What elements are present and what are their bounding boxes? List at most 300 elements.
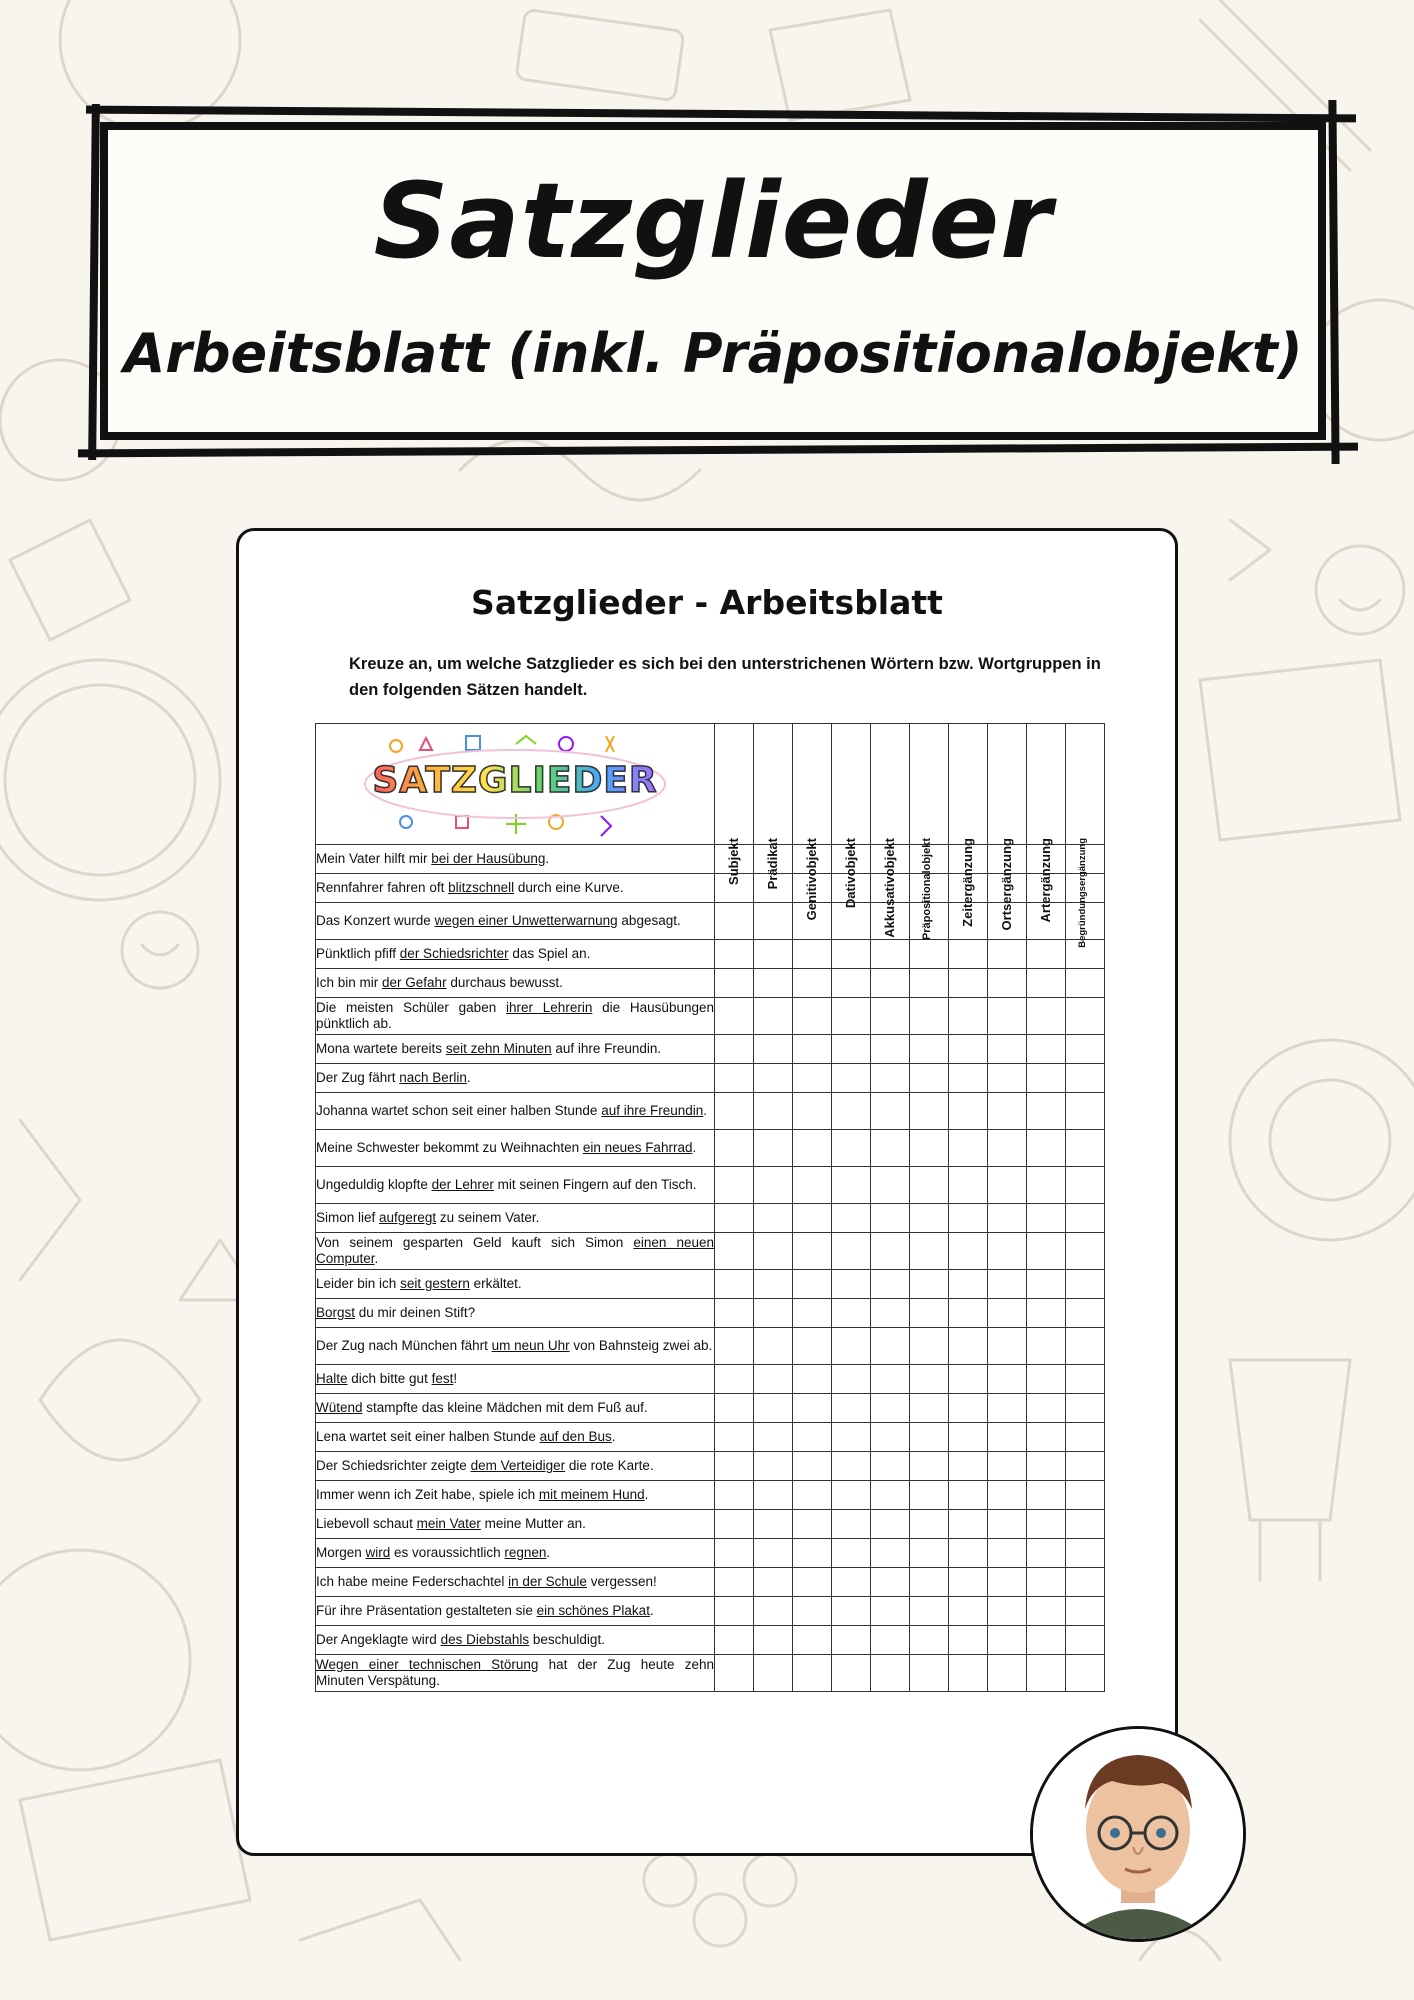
checkbox-cell[interactable]: [910, 1064, 949, 1093]
checkbox-cell[interactable]: [832, 1328, 871, 1365]
checkbox-cell[interactable]: [910, 1394, 949, 1423]
checkbox-cell[interactable]: [715, 1394, 754, 1423]
checkbox-cell[interactable]: [871, 998, 910, 1035]
checkbox-cell[interactable]: [793, 1365, 832, 1394]
table-row: [316, 1299, 1105, 1328]
column-header-subjekt: Subjekt: [715, 724, 754, 845]
checkbox-cell[interactable]: [871, 1328, 910, 1365]
checkbox-cell[interactable]: [1027, 1452, 1066, 1481]
checkbox-cell[interactable]: [793, 1093, 832, 1130]
checkbox-cell[interactable]: [988, 1233, 1027, 1270]
checkbox-cell[interactable]: [754, 1510, 793, 1539]
checkbox-cell[interactable]: [871, 1481, 910, 1510]
checkbox-cell[interactable]: [715, 1328, 754, 1365]
checkbox-cell[interactable]: [1027, 940, 1066, 969]
underlined-phrase: bei der Hausübung: [431, 851, 546, 866]
checkbox-cell[interactable]: [988, 1626, 1027, 1655]
checkbox-cell[interactable]: [832, 1655, 871, 1692]
checkbox-cell[interactable]: [793, 1270, 832, 1299]
checkbox-cell[interactable]: [910, 1568, 949, 1597]
checkbox-cell[interactable]: [1066, 1539, 1105, 1568]
checkbox-cell[interactable]: [715, 998, 754, 1035]
sentence-text: Johanna wartet schon seit einer halben Stunde: [316, 1103, 602, 1118]
sentence-text: Rennfahrer fahren oft: [316, 880, 449, 895]
checkbox-cell[interactable]: [871, 1233, 910, 1270]
table-row: [316, 1130, 1105, 1167]
underlined-phrase: mit meinem Hund: [538, 1487, 645, 1502]
checkbox-cell[interactable]: [1066, 1394, 1105, 1423]
checkbox-cell[interactable]: [949, 1167, 988, 1204]
checkbox-cell[interactable]: [832, 1270, 871, 1299]
checkbox-cell[interactable]: [754, 969, 793, 998]
checkbox-cell[interactable]: [793, 1130, 832, 1167]
checkbox-cell[interactable]: [1066, 998, 1105, 1035]
checkbox-cell[interactable]: [1027, 1328, 1066, 1365]
checkbox-cell[interactable]: [715, 1423, 754, 1452]
checkbox-cell[interactable]: [1027, 1365, 1066, 1394]
checkbox-cell[interactable]: [793, 1452, 832, 1481]
checkbox-cell[interactable]: [988, 1093, 1027, 1130]
checkbox-cell[interactable]: [1027, 1204, 1066, 1233]
checkbox-cell[interactable]: [715, 1233, 754, 1270]
checkbox-cell[interactable]: [949, 1452, 988, 1481]
sentence-text: .: [611, 1429, 616, 1444]
checkbox-cell[interactable]: [715, 1270, 754, 1299]
underlined-phrase: der Lehrer: [431, 1177, 494, 1192]
checkbox-cell[interactable]: [910, 1597, 949, 1626]
checkbox-cell[interactable]: [949, 1130, 988, 1167]
checkbox-cell[interactable]: [949, 1539, 988, 1568]
checkbox-cell[interactable]: [793, 1233, 832, 1270]
sentence-cell: [316, 1035, 715, 1064]
checkbox-cell[interactable]: [910, 1035, 949, 1064]
checkbox-cell[interactable]: [949, 1064, 988, 1093]
checkbox-cell[interactable]: [988, 1452, 1027, 1481]
checkbox-cell[interactable]: [1066, 1035, 1105, 1064]
checkbox-cell[interactable]: [793, 1204, 832, 1233]
checkbox-cell[interactable]: [754, 1452, 793, 1481]
checkbox-cell[interactable]: [715, 1626, 754, 1655]
checkbox-cell[interactable]: [910, 1365, 949, 1394]
checkbox-cell[interactable]: [793, 1626, 832, 1655]
table-row: [316, 1481, 1105, 1510]
table-row: [316, 1167, 1105, 1204]
checkbox-cell[interactable]: [715, 1452, 754, 1481]
checkbox-cell[interactable]: [715, 1167, 754, 1204]
checkbox-cell[interactable]: [715, 1568, 754, 1597]
table-row: [316, 1365, 1105, 1394]
sentence-text: es voraussichtlich: [390, 1545, 505, 1560]
checkbox-cell[interactable]: [832, 1299, 871, 1328]
checkbox-cell[interactable]: [1066, 1064, 1105, 1093]
checkbox-cell[interactable]: [793, 1035, 832, 1064]
sentence-text: Liebevoll schaut: [316, 1516, 417, 1531]
checkbox-cell[interactable]: [1066, 1130, 1105, 1167]
underlined-phrase: um neun Uhr: [491, 1338, 570, 1353]
checkbox-cell[interactable]: [988, 1064, 1027, 1093]
checkbox-cell[interactable]: [871, 1204, 910, 1233]
checkbox-cell[interactable]: [832, 1394, 871, 1423]
checkbox-cell[interactable]: [871, 1270, 910, 1299]
checkbox-cell[interactable]: [949, 969, 988, 998]
checkbox-cell[interactable]: [871, 1510, 910, 1539]
checkbox-cell[interactable]: [715, 1130, 754, 1167]
checkbox-cell[interactable]: [1027, 1035, 1066, 1064]
sentence-text: mit seinen Fingern auf den Tisch.: [493, 1177, 697, 1192]
underlined-phrase: des Diebstahls: [440, 1632, 530, 1647]
checkbox-cell[interactable]: [1027, 1233, 1066, 1270]
checkbox-cell[interactable]: [949, 998, 988, 1035]
checkbox-cell[interactable]: [949, 1204, 988, 1233]
underlined-phrase: mein Vater: [416, 1516, 481, 1531]
checkbox-cell[interactable]: [949, 1481, 988, 1510]
checkbox-cell[interactable]: [949, 1035, 988, 1064]
checkbox-cell[interactable]: [832, 1568, 871, 1597]
checkbox-cell[interactable]: [715, 1299, 754, 1328]
page-subtitle: Arbeitsblatt (inkl. Präpositionalobjekt): [123, 322, 1303, 385]
checkbox-cell[interactable]: [910, 1233, 949, 1270]
checkbox-cell[interactable]: [988, 1167, 1027, 1204]
checkbox-cell[interactable]: [754, 1130, 793, 1167]
sentence-text: Leider bin ich: [316, 1276, 401, 1291]
checkbox-cell[interactable]: [793, 940, 832, 969]
checkbox-cell[interactable]: [949, 1655, 988, 1692]
checkbox-cell[interactable]: [988, 1510, 1027, 1539]
sentence-text: Der Zug nach München fährt: [316, 1338, 492, 1353]
checkbox-cell[interactable]: [1066, 969, 1105, 998]
table-row: [316, 998, 1105, 1035]
checkbox-cell[interactable]: [910, 1093, 949, 1130]
checkbox-cell[interactable]: [910, 1510, 949, 1539]
checkbox-cell[interactable]: [715, 1365, 754, 1394]
checkbox-cell[interactable]: [1027, 1510, 1066, 1539]
sentence-text: Morgen: [316, 1545, 366, 1560]
checkbox-cell[interactable]: [871, 1167, 910, 1204]
checkbox-cell[interactable]: [988, 1481, 1027, 1510]
checkbox-cell[interactable]: [1066, 1204, 1105, 1233]
checkbox-cell[interactable]: [910, 1539, 949, 1568]
checkbox-cell[interactable]: [715, 1510, 754, 1539]
column-header-begruendungsergaenzung: Begründungsergänzung: [1066, 724, 1105, 845]
checkbox-cell[interactable]: [832, 1597, 871, 1626]
checkbox-cell[interactable]: [1027, 1093, 1066, 1130]
checkbox-cell[interactable]: [871, 1093, 910, 1130]
checkbox-cell[interactable]: [949, 1597, 988, 1626]
checkbox-cell[interactable]: [832, 1626, 871, 1655]
checkbox-cell[interactable]: [754, 1394, 793, 1423]
checkbox-cell[interactable]: [754, 1328, 793, 1365]
checkbox-cell[interactable]: [988, 1597, 1027, 1626]
table-row: [316, 1452, 1105, 1481]
checkbox-cell[interactable]: [949, 1328, 988, 1365]
checkbox-cell[interactable]: [871, 1423, 910, 1452]
checkbox-cell[interactable]: [910, 1204, 949, 1233]
checkbox-cell[interactable]: [832, 1452, 871, 1481]
checkbox-cell[interactable]: [715, 1204, 754, 1233]
checkbox-cell[interactable]: [949, 1365, 988, 1394]
checkbox-cell[interactable]: [793, 1655, 832, 1692]
checkbox-cell[interactable]: [871, 1064, 910, 1093]
worksheet-title: Satzglieder - Arbeitsblatt: [471, 583, 943, 622]
checkbox-cell[interactable]: [988, 1655, 1027, 1692]
checkbox-cell[interactable]: [949, 1568, 988, 1597]
checkbox-cell[interactable]: [1066, 1568, 1105, 1597]
checkbox-cell[interactable]: [1027, 1568, 1066, 1597]
checkbox-cell[interactable]: [988, 1204, 1027, 1233]
sentence-text: meine Mutter an.: [480, 1516, 586, 1531]
checkbox-cell[interactable]: [910, 969, 949, 998]
underlined-phrase: fest: [431, 1371, 454, 1386]
checkbox-cell[interactable]: [832, 1481, 871, 1510]
checkbox-cell[interactable]: [988, 1423, 1027, 1452]
checkbox-cell[interactable]: [754, 1204, 793, 1233]
checkbox-cell[interactable]: [1027, 969, 1066, 998]
checkbox-cell[interactable]: [793, 1481, 832, 1510]
underlined-phrase: ihrer Lehrerin: [506, 1000, 593, 1015]
checkbox-cell[interactable]: [754, 1093, 793, 1130]
checkbox-cell[interactable]: [754, 1597, 793, 1626]
checkbox-cell[interactable]: [949, 1423, 988, 1452]
checkbox-cell[interactable]: [754, 1299, 793, 1328]
sentence-text: hat der Zug heute zehn Minuten Verspätung.: [316, 1657, 714, 1688]
checkbox-cell[interactable]: [871, 969, 910, 998]
checkbox-cell[interactable]: [754, 1270, 793, 1299]
checkbox-cell[interactable]: [793, 1510, 832, 1539]
sentence-text: zu seinem Vater.: [436, 1210, 540, 1225]
checkbox-cell[interactable]: [988, 998, 1027, 1035]
checkbox-cell[interactable]: [988, 969, 1027, 998]
underlined-phrase: wegen einer Unwetterwarnung: [434, 913, 618, 928]
checkbox-cell[interactable]: [910, 1481, 949, 1510]
sentence-cell: [316, 1270, 715, 1299]
checkbox-cell[interactable]: [715, 1597, 754, 1626]
checkbox-cell[interactable]: [871, 1539, 910, 1568]
checkbox-cell[interactable]: [988, 1270, 1027, 1299]
checkbox-cell[interactable]: [832, 1365, 871, 1394]
checkbox-cell[interactable]: [871, 1597, 910, 1626]
checkbox-cell[interactable]: [1066, 1167, 1105, 1204]
checkbox-cell[interactable]: [910, 1130, 949, 1167]
checkbox-cell[interactable]: [793, 969, 832, 998]
checkbox-cell[interactable]: [910, 1328, 949, 1365]
author-avatar: [1030, 1726, 1246, 1942]
checkbox-cell[interactable]: [910, 1655, 949, 1692]
column-header-akkusativobjekt: Akkusativobjekt: [871, 724, 910, 845]
checkbox-cell[interactable]: [1066, 1365, 1105, 1394]
checkbox-cell[interactable]: [988, 1299, 1027, 1328]
checkbox-cell[interactable]: [832, 1423, 871, 1452]
sentence-text: .: [703, 1103, 708, 1118]
checkbox-cell[interactable]: [910, 1452, 949, 1481]
checkbox-cell[interactable]: [871, 1365, 910, 1394]
checkbox-cell[interactable]: [1066, 1481, 1105, 1510]
checkbox-cell[interactable]: [793, 1299, 832, 1328]
checkbox-cell[interactable]: [715, 1481, 754, 1510]
checkbox-cell[interactable]: [871, 1035, 910, 1064]
checkbox-cell[interactable]: [988, 1539, 1027, 1568]
checkbox-cell[interactable]: [949, 1233, 988, 1270]
sentence-text: Der Zug fährt: [316, 1070, 400, 1085]
column-header-artergaenzung: Artergänzung: [1027, 724, 1066, 845]
checkbox-cell[interactable]: [949, 1626, 988, 1655]
checkbox-cell[interactable]: [793, 1539, 832, 1568]
checkbox-cell[interactable]: [949, 1270, 988, 1299]
checkbox-cell[interactable]: [793, 998, 832, 1035]
checkbox-cell[interactable]: [832, 940, 871, 969]
checkbox-cell[interactable]: [754, 1233, 793, 1270]
checkbox-cell[interactable]: [754, 1539, 793, 1568]
checkbox-cell[interactable]: [949, 940, 988, 969]
checkbox-cell[interactable]: [910, 998, 949, 1035]
checkbox-cell[interactable]: [754, 1568, 793, 1597]
checkbox-cell[interactable]: [754, 1064, 793, 1093]
checkbox-cell[interactable]: [988, 940, 1027, 969]
sentence-text: Das Konzert wurde: [316, 913, 435, 928]
checkbox-cell[interactable]: [793, 1328, 832, 1365]
checkbox-cell[interactable]: [988, 1328, 1027, 1365]
checkbox-cell[interactable]: [1066, 1328, 1105, 1365]
checkbox-cell[interactable]: [1066, 1270, 1105, 1299]
checkbox-cell[interactable]: [715, 1655, 754, 1692]
checkbox-cell[interactable]: [871, 1452, 910, 1481]
checkbox-cell[interactable]: [1027, 1655, 1066, 1692]
underlined-phrase: ein schönes Plakat: [536, 1603, 650, 1618]
checkbox-cell[interactable]: [988, 1568, 1027, 1597]
sentence-cell: [316, 1626, 715, 1655]
checkbox-cell[interactable]: [871, 1626, 910, 1655]
checkbox-cell[interactable]: [1066, 1233, 1105, 1270]
checkbox-cell[interactable]: [832, 1093, 871, 1130]
checkbox-cell[interactable]: [754, 1365, 793, 1394]
checkbox-cell[interactable]: [1066, 1510, 1105, 1539]
sentence-text: Simon lief: [316, 1210, 380, 1225]
checkbox-cell[interactable]: [910, 1626, 949, 1655]
checkbox-cell[interactable]: [832, 1204, 871, 1233]
checkbox-cell[interactable]: [754, 1423, 793, 1452]
checkbox-cell[interactable]: [988, 1130, 1027, 1167]
checkbox-cell[interactable]: [988, 1365, 1027, 1394]
checkbox-cell[interactable]: [715, 969, 754, 998]
checkbox-cell[interactable]: [910, 940, 949, 969]
checkbox-cell[interactable]: [1066, 1093, 1105, 1130]
checkbox-cell[interactable]: [1027, 1481, 1066, 1510]
checkbox-cell[interactable]: [793, 1064, 832, 1093]
checkbox-cell[interactable]: [832, 1167, 871, 1204]
checkbox-cell[interactable]: [832, 1233, 871, 1270]
sentence-text: .: [644, 1487, 649, 1502]
checkbox-cell[interactable]: [949, 1510, 988, 1539]
checkbox-cell[interactable]: [832, 1035, 871, 1064]
checkbox-cell[interactable]: [754, 1167, 793, 1204]
sentence-cell: [316, 1394, 715, 1423]
checkbox-cell[interactable]: [832, 969, 871, 998]
checkbox-cell[interactable]: [715, 1035, 754, 1064]
checkbox-cell[interactable]: [1066, 1626, 1105, 1655]
sentence-cell: [316, 1167, 715, 1204]
underlined-phrase: aufgeregt: [379, 1210, 437, 1225]
checkbox-cell[interactable]: [988, 1394, 1027, 1423]
checkbox-cell[interactable]: [949, 1093, 988, 1130]
checkbox-cell[interactable]: [715, 1539, 754, 1568]
checkbox-cell[interactable]: [754, 1626, 793, 1655]
checkbox-cell[interactable]: [1027, 1597, 1066, 1626]
checkbox-cell[interactable]: [1027, 1539, 1066, 1568]
checkbox-cell[interactable]: [871, 1655, 910, 1692]
underlined-phrase: Halte: [316, 1371, 348, 1386]
checkbox-cell[interactable]: [832, 1130, 871, 1167]
checkbox-cell[interactable]: [715, 940, 754, 969]
checkbox-cell[interactable]: [949, 1394, 988, 1423]
checkbox-cell[interactable]: [715, 903, 754, 940]
checkbox-cell[interactable]: [1027, 998, 1066, 1035]
checkbox-cell[interactable]: [832, 1510, 871, 1539]
underlined-phrase: Wütend: [316, 1400, 363, 1415]
checkbox-cell[interactable]: [832, 1064, 871, 1093]
checkbox-cell[interactable]: [871, 1299, 910, 1328]
checkbox-cell[interactable]: [793, 1597, 832, 1626]
checkbox-cell[interactable]: [871, 1394, 910, 1423]
checkbox-cell[interactable]: [988, 1035, 1027, 1064]
sentence-text: Mona wartete bereits: [316, 1041, 446, 1056]
sentence-text: Mein Vater hilft mir: [316, 851, 432, 866]
checkbox-cell[interactable]: [715, 1093, 754, 1130]
checkbox-cell[interactable]: [1066, 1655, 1105, 1692]
checkbox-cell[interactable]: [793, 1394, 832, 1423]
checkbox-cell[interactable]: [1027, 1167, 1066, 1204]
sentence-text: .: [545, 851, 550, 866]
checkbox-cell[interactable]: [1027, 1423, 1066, 1452]
checkbox-cell[interactable]: [754, 1035, 793, 1064]
underlined-phrase: der Schiedsrichter: [399, 946, 509, 961]
checkbox-cell[interactable]: [832, 1539, 871, 1568]
checkbox-cell[interactable]: [910, 1270, 949, 1299]
column-header-praepositionalobjekt: Präpositionalobjekt: [910, 724, 949, 845]
sentence-cell: [316, 1130, 715, 1167]
checkbox-cell[interactable]: [1066, 1299, 1105, 1328]
checkbox-cell[interactable]: [1027, 1130, 1066, 1167]
checkbox-cell[interactable]: [1027, 1270, 1066, 1299]
checkbox-cell[interactable]: [754, 903, 793, 940]
checkbox-cell[interactable]: [754, 998, 793, 1035]
checkbox-cell[interactable]: [793, 1423, 832, 1452]
checkbox-cell[interactable]: [793, 1167, 832, 1204]
checkbox-cell[interactable]: [910, 1299, 949, 1328]
checkbox-cell[interactable]: [1027, 1394, 1066, 1423]
checkbox-cell[interactable]: [1066, 1452, 1105, 1481]
column-header-ortsergaenzung: Ortsergänzung: [988, 724, 1027, 845]
checkbox-cell[interactable]: [910, 1167, 949, 1204]
checkbox-cell[interactable]: [1066, 1423, 1105, 1452]
checkbox-cell[interactable]: [871, 1130, 910, 1167]
checkbox-cell[interactable]: [1027, 1064, 1066, 1093]
checkbox-cell[interactable]: [1027, 1299, 1066, 1328]
checkbox-cell[interactable]: [949, 1299, 988, 1328]
checkbox-cell[interactable]: [715, 1064, 754, 1093]
checkbox-cell[interactable]: [754, 1655, 793, 1692]
checkbox-cell[interactable]: [871, 1568, 910, 1597]
sentence-cell: [316, 903, 715, 940]
checkbox-cell[interactable]: [1027, 1626, 1066, 1655]
checkbox-cell[interactable]: [871, 940, 910, 969]
checkbox-cell[interactable]: [1066, 1597, 1105, 1626]
checkbox-cell[interactable]: [793, 1568, 832, 1597]
sentence-text: Für ihre Präsentation gestalteten sie: [316, 1603, 537, 1618]
checkbox-cell[interactable]: [754, 1481, 793, 1510]
checkbox-cell[interactable]: [754, 940, 793, 969]
checkbox-cell[interactable]: [910, 1423, 949, 1452]
checkbox-cell[interactable]: [832, 998, 871, 1035]
sentence-text: du mir deinen Stift?: [355, 1305, 476, 1320]
